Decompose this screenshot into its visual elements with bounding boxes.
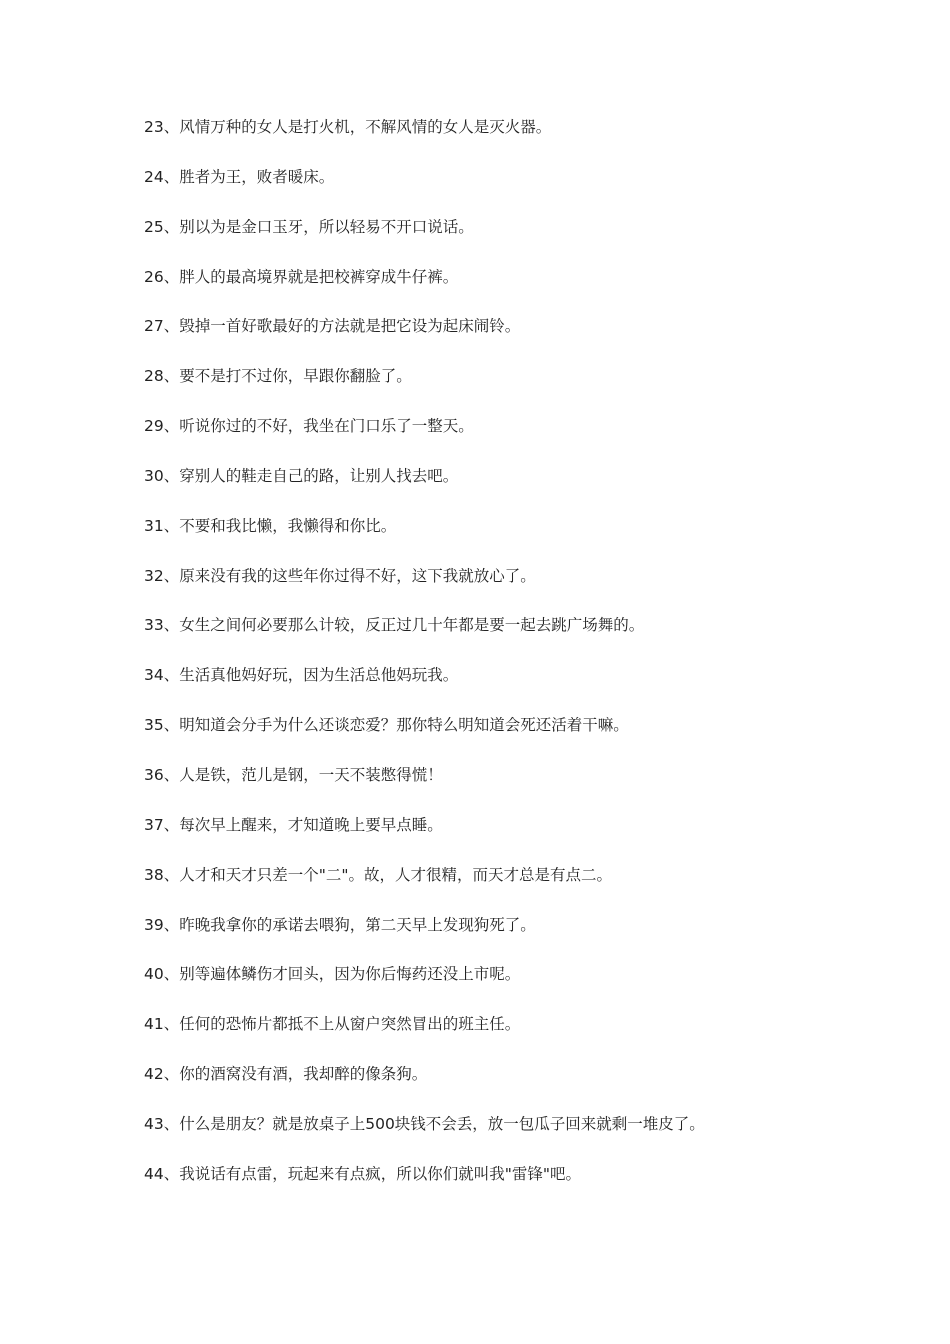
- quote-line-35: 35、明知道会分手为什么还谈恋爱？那你特么明知道会死还活着干嘛。: [144, 716, 629, 735]
- quote-line-32: 32、原来没有我的这些年你过得不好，这下我就放心了。: [144, 566, 536, 585]
- quote-line-26: 26、胖人的最高境界就是把校裤穿成牛仔裤。: [144, 267, 459, 286]
- quote-line-34: 34、生活真他妈好玩，因为生活总他妈玩我。: [144, 666, 459, 685]
- quote-line-36: 36、人是铁，范儿是钢，一天不装憋得慌！: [144, 765, 443, 784]
- quote-line-39: 39、昨晚我拿你的承诺去喂狗，第二天早上发现狗死了。: [144, 915, 536, 934]
- quote-line-28: 28、要不是打不过你，早跟你翻脸了。: [144, 367, 412, 386]
- quote-line-43: 43、什么是朋友？就是放桌子上500块钱不会丢，放一包瓜子回来就剩一堆皮了。: [144, 1114, 705, 1133]
- quote-list: [144, 115, 924, 1212]
- quote-line-30: 30、穿别人的鞋走自己的路，让别人找去吧。: [144, 466, 459, 485]
- quote-line-41: 41、任何的恐怖片都抵不上从窗户突然冒出的班主任。: [144, 1015, 521, 1034]
- quote-line-29: 29、听说你过的不好，我坐在门口乐了一整天。: [144, 417, 474, 436]
- quote-line-25: 25、别以为是金口玉牙，所以轻易不开口说话。: [144, 217, 474, 236]
- quote-line-27: 27、毁掉一首好歌最好的方法就是把它设为起床闹铃。: [144, 317, 521, 336]
- quote-line-37: 37、每次早上醒来，才知道晚上要早点睡。: [144, 815, 443, 834]
- quote-line-31: 31、不要和我比懒，我懒得和你比。: [144, 516, 397, 535]
- quote-line-44: 44、我说话有点雷，玩起来有点疯，所以你们就叫我"雷锋"吧。: [144, 1164, 581, 1183]
- quote-line-40: 40、别等遍体鳞伤才回头，因为你后悔药还没上市呢。: [144, 965, 521, 984]
- quote-line-23: 23、风情万种的女人是打火机，不解风情的女人是灭火器。: [144, 118, 552, 136]
- quote-line-24: 24、胜者为王，败者暖床。: [144, 167, 335, 186]
- quote-line-42: 42、你的酒窝没有酒，我却醉的像条狗。: [144, 1065, 428, 1084]
- quote-line-38: 38、人才和天才只差一个"二"。故，人才很精，而天才总是有点二。: [144, 865, 612, 884]
- quote-line-33: 33、女生之间何必要那么计较，反正过几十年都是要一起去跳广场舞的。: [144, 616, 645, 635]
